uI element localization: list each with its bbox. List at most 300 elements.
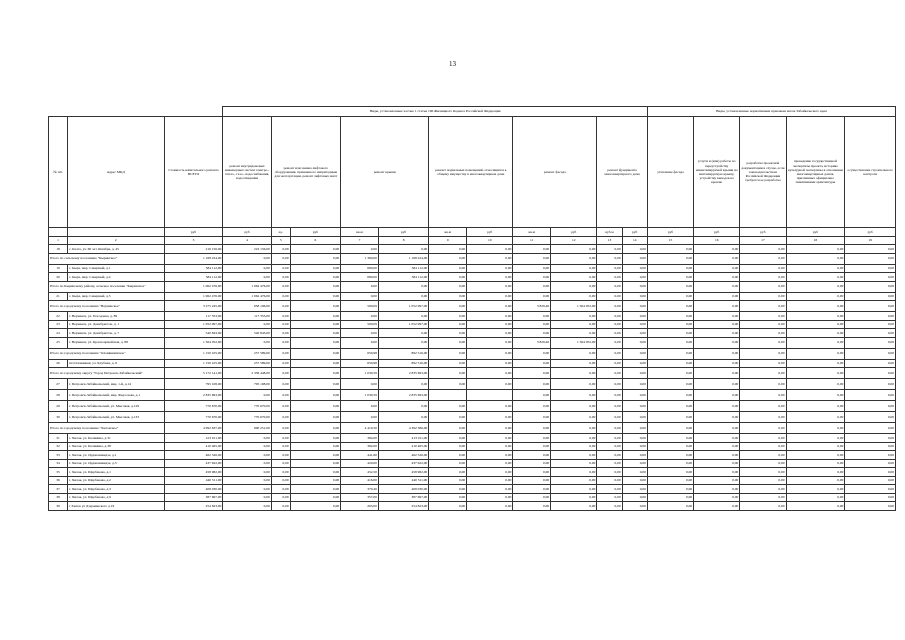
value-cell: 0,00 xyxy=(740,493,786,502)
value-cell: 0,00 xyxy=(786,273,845,282)
value-cell: 4 419,50 xyxy=(341,423,379,434)
value-cell: 0,00 xyxy=(694,485,740,494)
value-cell: 0,00 xyxy=(429,264,467,273)
value-cell: 0,00 xyxy=(290,320,340,329)
value-cell: 0,00 xyxy=(341,329,379,338)
value-cell: 0,00 xyxy=(429,502,467,511)
value-cell: 0,00 xyxy=(845,442,896,451)
value-cell: 0,00 xyxy=(694,359,740,368)
value-cell: 0,00 xyxy=(647,476,693,485)
table-row xyxy=(49,390,896,401)
table-row xyxy=(49,337,896,348)
value-cell: 0,00 xyxy=(551,434,597,443)
value-cell: 0,00 xyxy=(429,292,467,301)
value-cell: 0,00 xyxy=(694,434,740,443)
value-cell: 0,00 xyxy=(467,281,513,292)
value-cell: 0,00 xyxy=(622,264,647,273)
value-cell: 458 982,00 xyxy=(378,468,428,477)
subtotal-row xyxy=(49,253,896,264)
value-cell: 0,00 xyxy=(551,493,597,502)
value-cell: 0,00 xyxy=(694,312,740,321)
value-cell: 0,00 xyxy=(597,348,622,359)
value-cell: 0,00 xyxy=(647,412,693,423)
value-cell: 0,00 xyxy=(597,390,622,401)
value-cell: 0,00 xyxy=(622,476,647,485)
subtotal-row xyxy=(49,301,896,312)
row-address: с. Кыра, мкр. Северный, д.1 xyxy=(67,264,164,273)
row-number: 39 xyxy=(49,502,68,511)
value-cell: 0,00 xyxy=(551,476,597,485)
value-cell: 0,00 xyxy=(845,253,896,264)
unit-cell: кв.м xyxy=(341,228,379,237)
value-cell: 0,00 xyxy=(786,476,845,485)
value-cell: 0,00 xyxy=(551,348,597,359)
row-number: 18 xyxy=(49,245,68,254)
value-cell: 0,00 xyxy=(513,459,551,468)
group-header-left: Виды, установленные частью 1 статьи 166 Жилищного Кодекса Российской Федерации xyxy=(223,107,647,117)
value-cell: 0,00 xyxy=(513,281,551,292)
value-cell: 500,09 xyxy=(341,320,379,329)
value-cell: 0,00 xyxy=(429,329,467,338)
subtotal-row xyxy=(49,281,896,292)
value-cell: 0,00 xyxy=(845,485,896,494)
value-cell: 437 922,00 xyxy=(378,459,428,468)
index-cell: 7 xyxy=(341,237,379,245)
value-cell: 0,00 xyxy=(271,442,290,451)
value-cell: 0,00 xyxy=(271,329,290,338)
value-cell: 0,00 xyxy=(647,281,693,292)
value-cell: 0,00 xyxy=(223,476,271,485)
table-row xyxy=(49,451,896,460)
value-cell: 0,00 xyxy=(740,273,786,282)
value-cell: 0,00 xyxy=(622,273,647,282)
value-cell: 0,00 xyxy=(271,273,290,282)
value-cell: 0,00 xyxy=(551,312,597,321)
value-cell: 0,00 xyxy=(290,412,340,423)
value-cell: 0,00 xyxy=(290,451,340,460)
value-cell: 0,00 xyxy=(378,245,428,254)
value-cell: 0,00 xyxy=(786,253,845,264)
value-cell: 1 150 105,00 xyxy=(164,359,223,368)
value-cell: 0,00 xyxy=(467,320,513,329)
col-header-roof-rebuild: услуги и (или) работы по переустройству невентилируемой крыши на вентилируемую крышу, устройству выходов на кровлю xyxy=(694,117,740,228)
value-cell: 0,00 xyxy=(786,312,845,321)
value-cell: 0,00 xyxy=(513,320,551,329)
value-cell: 0,00 xyxy=(551,379,597,390)
value-cell: 1 052 997,00 xyxy=(164,320,223,329)
value-cell: 0,00 xyxy=(694,423,740,434)
row-number: 38 xyxy=(49,493,68,502)
value-cell: 0,00 xyxy=(467,401,513,412)
value-cell: 0,00 xyxy=(341,281,379,292)
value-cell: 0,00 xyxy=(551,292,597,301)
value-cell: 0,00 xyxy=(223,502,271,511)
value-cell: 0,00 xyxy=(378,337,428,348)
value-cell: 0,00 xyxy=(513,493,551,502)
table-row xyxy=(49,245,896,254)
value-cell: 0,00 xyxy=(513,292,551,301)
index-cell: 3 xyxy=(164,237,223,245)
index-cell: 6 xyxy=(290,237,340,245)
value-cell: 429,00 xyxy=(341,459,379,468)
value-cell: 0,00 xyxy=(647,245,693,254)
unit-cell: руб xyxy=(467,228,513,237)
value-cell: 0,00 xyxy=(271,468,290,477)
value-cell: 0,00 xyxy=(597,329,622,338)
value-cell: 0,00 xyxy=(551,245,597,254)
value-cell: 0,00 xyxy=(647,502,693,511)
value-cell: 0,00 xyxy=(694,281,740,292)
value-cell: 0,00 xyxy=(271,301,290,312)
row-number: 32 xyxy=(49,442,68,451)
value-cell: 1 564 052,00 xyxy=(551,337,597,348)
value-cell: 257 589,00 xyxy=(223,359,271,368)
value-cell: 0,00 xyxy=(740,468,786,477)
row-number: 21 xyxy=(49,292,68,301)
value-cell: 1 052 997,00 xyxy=(378,320,428,329)
value-cell: 0,00 xyxy=(597,379,622,390)
value-cell: 0,00 xyxy=(271,423,290,434)
value-cell: 0,00 xyxy=(290,485,340,494)
value-cell: 0,00 xyxy=(513,273,551,282)
value-cell: 892 516,00 xyxy=(378,359,428,368)
value-cell: 0,00 xyxy=(845,468,896,477)
value-cell: 584 112,00 xyxy=(378,273,428,282)
col-header-construction-control: осуществление строительного контроля xyxy=(845,117,896,228)
value-cell: 0,00 xyxy=(597,468,622,477)
value-cell: 0,00 xyxy=(597,493,622,502)
value-cell: 0,00 xyxy=(290,442,340,451)
value-cell: 0,00 xyxy=(429,253,467,264)
row-number: 37 xyxy=(49,485,68,494)
value-cell: 0,00 xyxy=(429,281,467,292)
value-cell: 0,00 xyxy=(845,273,896,282)
value-cell: 0,00 xyxy=(467,502,513,511)
value-cell: 0,00 xyxy=(647,379,693,390)
table-row xyxy=(49,292,896,301)
value-cell: 0,00 xyxy=(429,337,467,348)
value-cell: 0,00 xyxy=(647,423,693,434)
value-cell: 0,00 xyxy=(786,379,845,390)
value-cell: 0,00 xyxy=(597,423,622,434)
value-cell: 0,00 xyxy=(467,476,513,485)
value-cell: 0,00 xyxy=(467,442,513,451)
value-cell: 1 564 052,00 xyxy=(551,301,597,312)
value-cell: 0,00 xyxy=(429,301,467,312)
value-cell: 0,00 xyxy=(271,493,290,502)
value-cell: 0,00 xyxy=(467,245,513,254)
value-cell: 1 360,00 xyxy=(341,253,379,264)
value-cell: 0,00 xyxy=(551,485,597,494)
value-cell: 0,00 xyxy=(597,273,622,282)
value-cell: 0,00 xyxy=(694,273,740,282)
value-cell: 0,00 xyxy=(740,312,786,321)
value-cell: 0,00 xyxy=(694,368,740,379)
subtotal-label: Итого по городскому поселению "Хилокское" xyxy=(49,423,165,434)
value-cell: 0,00 xyxy=(740,379,786,390)
value-cell: 0,00 xyxy=(341,245,379,254)
value-cell: 1 062 476,00 xyxy=(223,281,271,292)
value-cell: 0,00 xyxy=(271,359,290,368)
col-header-elevator: ремонт или замена лифтового оборудования, признанного непригодным для эксплуатации, ремонт лифтовых шахт xyxy=(271,117,340,228)
value-cell: 0,00 xyxy=(597,502,622,511)
value-cell: 0,00 xyxy=(845,412,896,423)
value-cell: 0,00 xyxy=(786,468,845,477)
row-address: г. Петровск-Забайкальский, ул. Мысовая, д.133 xyxy=(67,412,164,423)
row-address: г. Петровск-Забайкальский, ул. Мысовая, д.129 xyxy=(67,401,164,412)
value-cell: 0,00 xyxy=(740,451,786,460)
value-cell: 1 564 052,00 xyxy=(164,337,223,348)
value-cell: 0,00 xyxy=(271,390,290,401)
row-number: 33 xyxy=(49,451,68,460)
group-header-right: Виды, установленные нормативным правовым актом Забайкальского края xyxy=(647,107,895,117)
value-cell: 0,00 xyxy=(740,401,786,412)
row-address: г. Нерчинск, ул. Погодаева, д. 89 xyxy=(67,312,164,321)
value-cell: 0,00 xyxy=(597,312,622,321)
table-row xyxy=(49,493,896,502)
value-cell: 410 465,00 xyxy=(378,442,428,451)
value-cell: 0,00 xyxy=(551,401,597,412)
value-cell: 0,00 xyxy=(740,329,786,338)
index-cell: 8 xyxy=(378,237,428,245)
value-cell: 0,00 xyxy=(551,442,597,451)
value-cell: 0,00 xyxy=(622,348,647,359)
value-cell: 0,00 xyxy=(467,253,513,264)
value-cell: 0,00 xyxy=(786,245,845,254)
row-number: 36 xyxy=(49,476,68,485)
value-cell: 0,00 xyxy=(467,264,513,273)
value-cell: 408 030,00 xyxy=(378,485,428,494)
value-cell: 1 062 476,00 xyxy=(164,281,223,292)
value-cell: 0,00 xyxy=(290,401,340,412)
value-cell: 0,00 xyxy=(290,493,340,502)
value-cell: 0,00 xyxy=(513,423,551,434)
subtotal-label: Итого по городскому поселению "Нерчинское" xyxy=(49,301,165,312)
value-cell: 0,00 xyxy=(271,379,290,390)
value-cell: 770 670,00 xyxy=(223,412,271,423)
value-cell: 540 843,00 xyxy=(223,329,271,338)
value-cell: 0,00 xyxy=(429,379,467,390)
value-cell: 0,00 xyxy=(622,301,647,312)
value-cell: 0,00 xyxy=(622,245,647,254)
value-cell: 0,00 xyxy=(513,485,551,494)
value-cell: 0,00 xyxy=(513,468,551,477)
value-cell: 0,00 xyxy=(378,401,428,412)
value-cell: 0,00 xyxy=(513,253,551,264)
value-cell: 0,00 xyxy=(223,337,271,348)
value-cell: 0,00 xyxy=(551,320,597,329)
value-cell: 0,00 xyxy=(647,390,693,401)
value-cell: 0,00 xyxy=(622,390,647,401)
unit-cell: руб xyxy=(647,228,693,237)
value-cell: 0,00 xyxy=(694,451,740,460)
value-cell: 0,00 xyxy=(622,442,647,451)
value-cell: 0,00 xyxy=(513,434,551,443)
value-cell: 0,00 xyxy=(647,434,693,443)
value-cell: 0,00 xyxy=(740,264,786,273)
value-cell: 452,50 xyxy=(341,468,379,477)
value-cell: 0,00 xyxy=(845,423,896,434)
value-cell: 0,00 xyxy=(694,337,740,348)
value-cell: 0,00 xyxy=(429,468,467,477)
value-cell: 0,00 xyxy=(622,451,647,460)
value-cell: 0,00 xyxy=(290,281,340,292)
value-cell: 5 172 141,00 xyxy=(164,368,223,379)
value-cell: 0,00 xyxy=(223,485,271,494)
value-cell: 0,00 xyxy=(786,329,845,338)
value-cell: 0,00 xyxy=(622,281,647,292)
value-cell: 0,00 xyxy=(845,451,896,460)
value-cell: 0,00 xyxy=(223,442,271,451)
value-cell: 0,00 xyxy=(467,348,513,359)
value-cell: 0,00 xyxy=(694,442,740,451)
row-number: 20 xyxy=(49,273,68,282)
value-cell: 0,00 xyxy=(341,412,379,423)
value-cell: 0,00 xyxy=(786,348,845,359)
value-cell: 0,00 xyxy=(597,264,622,273)
index-cell: 9 xyxy=(429,237,467,245)
value-cell: 0,00 xyxy=(647,468,693,477)
value-cell: 0,00 xyxy=(647,312,693,321)
value-cell: 0,00 xyxy=(597,281,622,292)
index-cell: 2 xyxy=(67,237,164,245)
value-cell: 584 112,00 xyxy=(378,264,428,273)
value-cell: 0,00 xyxy=(551,468,597,477)
value-cell: 0,00 xyxy=(513,245,551,254)
row-address: с. Кыра, мкр. Северный, д.5 xyxy=(67,292,164,301)
row-number: 24 xyxy=(49,329,68,338)
row-address: г Хилок ул Дзержинского д.19 xyxy=(67,502,164,511)
table-row xyxy=(49,329,896,338)
value-cell: 0,00 xyxy=(551,253,597,264)
value-cell: 0,00 xyxy=(513,476,551,485)
value-cell: 0,00 xyxy=(223,320,271,329)
table-row xyxy=(49,264,896,273)
table-row xyxy=(49,468,896,477)
value-cell: 0,00 xyxy=(597,337,622,348)
value-cell: 0,00 xyxy=(740,459,786,468)
value-cell: 0,00 xyxy=(740,412,786,423)
value-cell: 0,00 xyxy=(271,253,290,264)
subtotal-label: Итого по Кыринскому району, сельское поселение "Кыринское" xyxy=(49,281,165,292)
value-cell: 0,00 xyxy=(467,493,513,502)
value-cell: 0,00 xyxy=(740,423,786,434)
value-cell: 0,00 xyxy=(622,434,647,443)
value-cell: 0,00 xyxy=(290,476,340,485)
index-cell: 15 xyxy=(647,237,693,245)
row-number: 27 xyxy=(49,379,68,390)
row-number: 26 xyxy=(49,359,68,368)
value-cell: 659,98 xyxy=(341,348,379,359)
value-cell: 1 168 224,00 xyxy=(164,253,223,264)
value-cell: 0,00 xyxy=(513,401,551,412)
value-cell: 357,00 xyxy=(341,493,379,502)
value-cell: 1 030,59 xyxy=(341,368,379,379)
table-row xyxy=(49,312,896,321)
value-cell: 0,00 xyxy=(740,320,786,329)
value-cell: 892 516,00 xyxy=(378,348,428,359)
value-cell: 387 697,00 xyxy=(164,493,223,502)
value-cell: 0,00 xyxy=(551,273,597,282)
value-cell: 0,00 xyxy=(467,423,513,434)
value-cell: 795 108,00 xyxy=(223,379,271,390)
value-cell: 0,00 xyxy=(740,442,786,451)
value-cell: 0,00 xyxy=(845,312,896,321)
index-cell: 12 xyxy=(551,237,597,245)
subtotal-label: Итого по городскому округу "Город Петровск-Забайкальский" xyxy=(49,368,165,379)
value-cell: 0,00 xyxy=(223,264,271,273)
value-cell: 0,00 xyxy=(271,348,290,359)
unit-cell: руб xyxy=(786,228,845,237)
value-cell: 770 670,00 xyxy=(164,412,223,423)
value-cell: 0,00 xyxy=(223,493,271,502)
value-cell: 0,00 xyxy=(429,401,467,412)
value-cell: 0,00 xyxy=(290,359,340,368)
value-cell: 0,00 xyxy=(467,329,513,338)
index-cell: 13 xyxy=(597,237,622,245)
value-cell: 3 829,40 xyxy=(513,337,551,348)
value-cell: 0,00 xyxy=(378,329,428,338)
value-cell: 0,00 xyxy=(290,301,340,312)
row-address: г. Хилок, ул. Щербакова, д.1 xyxy=(67,468,164,477)
value-cell: 0,00 xyxy=(786,359,845,368)
unit-cell: руб xyxy=(622,228,647,237)
value-cell: 0,00 xyxy=(597,476,622,485)
row-number: 34 xyxy=(49,459,68,468)
table-row xyxy=(49,485,896,494)
value-cell: 387 697,00 xyxy=(378,493,428,502)
row-address: г. Петровск-Забайкальский, мкр. Федосеева, д.1 xyxy=(67,390,164,401)
value-cell: 0,00 xyxy=(647,451,693,460)
value-cell: 0,00 xyxy=(513,359,551,368)
value-cell: 0,00 xyxy=(597,451,622,460)
value-cell: 0,00 xyxy=(694,329,740,338)
value-cell: 0,00 xyxy=(786,412,845,423)
subtotal-row xyxy=(49,348,896,359)
value-cell: 0,00 xyxy=(290,253,340,264)
value-cell: 0,00 xyxy=(467,292,513,301)
value-cell: 0,00 xyxy=(551,412,597,423)
value-cell: 0,00 xyxy=(786,390,845,401)
value-cell: 1 062 476,00 xyxy=(164,292,223,301)
value-cell: 2 835 693,00 xyxy=(164,390,223,401)
value-cell: 0,00 xyxy=(740,301,786,312)
row-address: пгт.Оловянная, ул. Клубная, д. 6 xyxy=(67,359,164,368)
value-cell: 0,00 xyxy=(694,468,740,477)
col-header-num: № п/п xyxy=(49,117,68,228)
value-cell: 0,00 xyxy=(467,337,513,348)
value-cell: 0,00 xyxy=(429,442,467,451)
value-cell: 0,00 xyxy=(513,329,551,338)
value-cell: 0,00 xyxy=(740,281,786,292)
table-row xyxy=(49,502,896,511)
value-cell: 770 670,00 xyxy=(164,401,223,412)
value-cell: 4 392 386,00 xyxy=(378,423,428,434)
value-cell: 416,00 xyxy=(341,476,379,485)
value-cell: 0,00 xyxy=(694,348,740,359)
value-cell: 0,00 xyxy=(845,390,896,401)
value-cell: 0,00 xyxy=(740,359,786,368)
value-cell: 0,00 xyxy=(271,451,290,460)
value-cell: 0,00 xyxy=(694,459,740,468)
value-cell: 0,00 xyxy=(551,390,597,401)
value-cell: 0,00 xyxy=(647,348,693,359)
value-cell: 0,00 xyxy=(429,434,467,443)
value-cell: 0,00 xyxy=(551,502,597,511)
value-cell: 0,00 xyxy=(271,264,290,273)
value-cell: 0,00 xyxy=(341,379,379,390)
value-cell: 0,00 xyxy=(513,379,551,390)
